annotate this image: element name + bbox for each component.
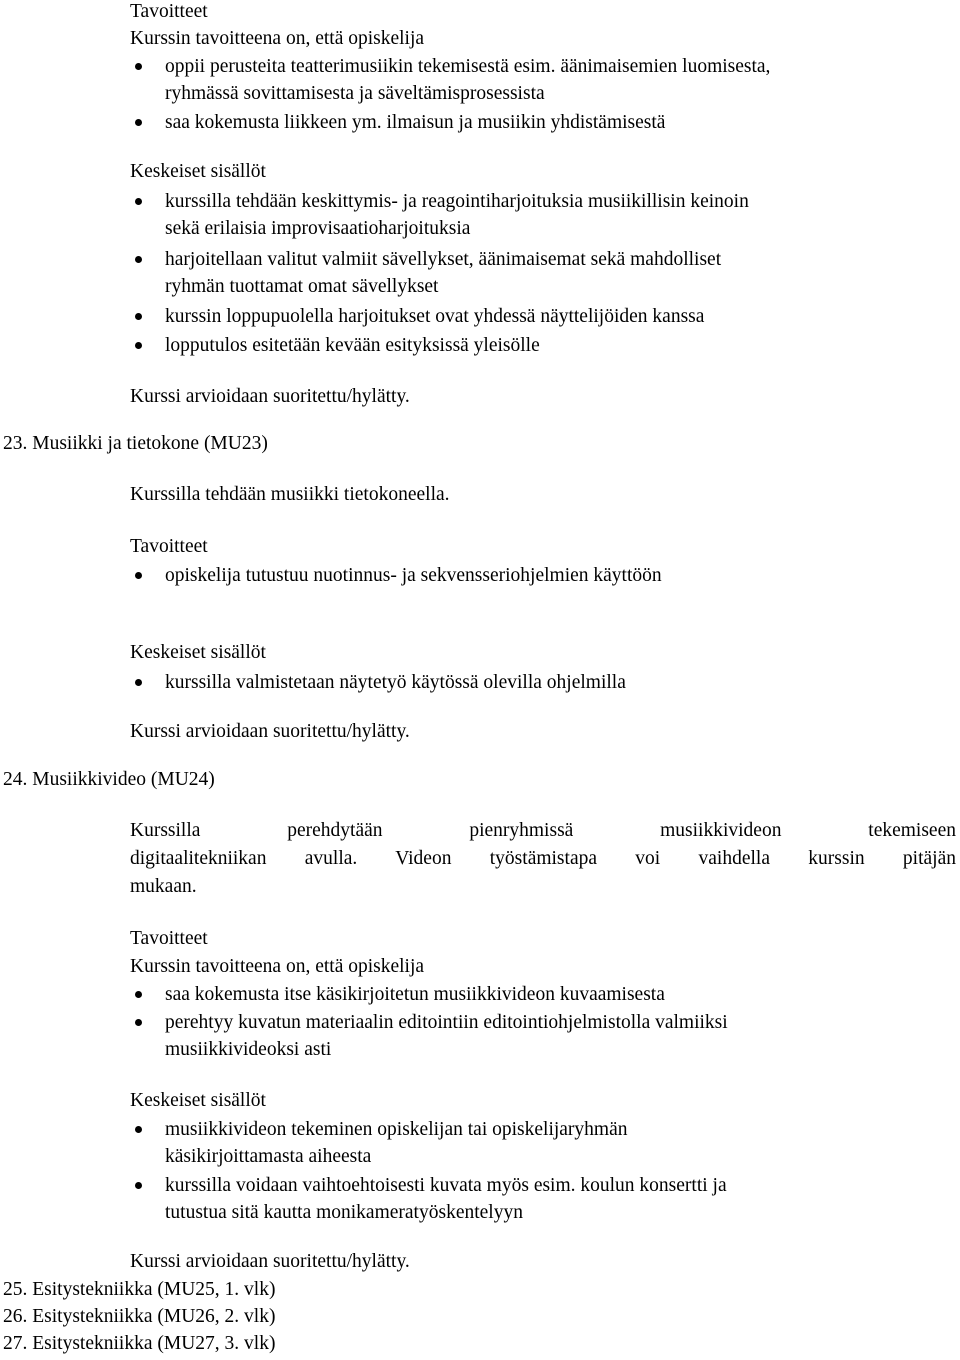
bullet-icon: [135, 313, 142, 320]
list-item-continuation: tutustua sitä kautta monikameratyöskentelyyn: [165, 1202, 523, 1223]
course-description-line: Kurssilla perehdytään pienryhmissä musiikkivideon tekemiseen: [130, 820, 956, 841]
bullet-icon: [135, 256, 142, 263]
list-item: kurssilla tehdään keskittymis- ja reagointiharjoituksia musiikillisin keinoin: [165, 191, 749, 212]
bullet-icon: [135, 572, 142, 579]
course-description: Kurssilla tehdään musiikki tietokoneella.: [130, 484, 450, 505]
list-item: perehtyy kuvatun materiaalin editointiin editointiohjelmistolla valmiiksi: [165, 1012, 728, 1033]
bullet-icon: [135, 342, 142, 349]
list-item: musiikkivideon tekeminen opiskelijan tai opiskelijaryhmän: [165, 1119, 628, 1140]
section-heading-tavoitteet: Tavoitteet: [130, 536, 208, 557]
bullet-icon: [135, 63, 142, 70]
goals-intro: Kurssin tavoitteena on, että opiskelija: [130, 28, 425, 49]
list-item: lopputulos esitetään kevään esityksissä yleisölle: [165, 335, 540, 356]
section-heading-contents: Keskeiset sisällöt: [130, 642, 266, 663]
assessment-text: Kurssi arvioidaan suoritettu/hylätty.: [130, 1251, 410, 1272]
bullet-icon: [135, 119, 142, 126]
bullet-icon: [135, 1126, 142, 1133]
course-title: 23. Musiikki ja tietokone (MU23): [3, 433, 268, 454]
list-item: saa kokemusta itse käsikirjoitetun musiikkivideon kuvaamisesta: [165, 984, 665, 1005]
assessment-text: Kurssi arvioidaan suoritettu/hylätty.: [130, 721, 410, 742]
list-item: harjoitellaan valitut valmiit sävellykset, äänimaisemat sekä mahdolliset: [165, 249, 722, 270]
bullet-icon: [135, 198, 142, 205]
course-title: 25. Esitystekniikka (MU25, 1. vlk): [3, 1279, 276, 1300]
bullet-icon: [135, 991, 142, 998]
list-item-continuation: sekä erilaisia improvisaatioharjoituksia: [165, 218, 471, 239]
course-description-line: mukaan.: [130, 876, 197, 897]
list-item: kurssin loppupuolella harjoitukset ovat yhdessä näyttelijöiden kanssa: [165, 306, 705, 327]
list-item: kurssilla valmistetaan näytetyö käytössä olevilla ohjelmilla: [165, 672, 626, 693]
course-title: 24. Musiikkivideo (MU24): [3, 769, 215, 790]
list-item: saa kokemusta liikkeen ym. ilmaisun ja musiikin yhdistämisestä: [165, 112, 666, 133]
course-title: 27. Esitystekniikka (MU27, 3. vlk): [3, 1333, 276, 1354]
section-heading-tavoitteet: Tavoitteet: [130, 1, 208, 22]
section-heading-tavoitteet: Tavoitteet: [130, 928, 208, 949]
list-item: oppii perusteita teatterimusiikin tekemisestä esim. äänimaisemien luomisesta,: [165, 56, 771, 77]
bullet-icon: [135, 1019, 142, 1026]
course-title: 26. Esitystekniikka (MU26, 2. vlk): [3, 1306, 276, 1327]
section-heading-contents: Keskeiset sisällöt: [130, 1090, 266, 1111]
list-item: kurssilla voidaan vaihtoehtoisesti kuvata myös esim. koulun konsertti ja: [165, 1175, 727, 1196]
assessment-text: Kurssi arvioidaan suoritettu/hylätty.: [130, 386, 410, 407]
course-description-line: digitaalitekniikan avulla. Videon työstämistapa voi vaihdella kurssin pitäjän: [130, 848, 956, 869]
list-item-continuation: käsikirjoittamasta aiheesta: [165, 1146, 372, 1167]
goals-intro: Kurssin tavoitteena on, että opiskelija: [130, 956, 425, 977]
list-item-continuation: ryhmässä sovittamisesta ja säveltämisprosessista: [165, 83, 545, 104]
list-item-continuation: musiikkivideoksi asti: [165, 1039, 332, 1060]
section-heading-contents: Keskeiset sisällöt: [130, 161, 266, 182]
list-item-continuation: ryhmän tuottamat omat sävellykset: [165, 276, 439, 297]
bullet-icon: [135, 679, 142, 686]
list-item: opiskelija tutustuu nuotinnus- ja sekvensseriohjelmien käyttöön: [165, 565, 662, 586]
bullet-icon: [135, 1182, 142, 1189]
